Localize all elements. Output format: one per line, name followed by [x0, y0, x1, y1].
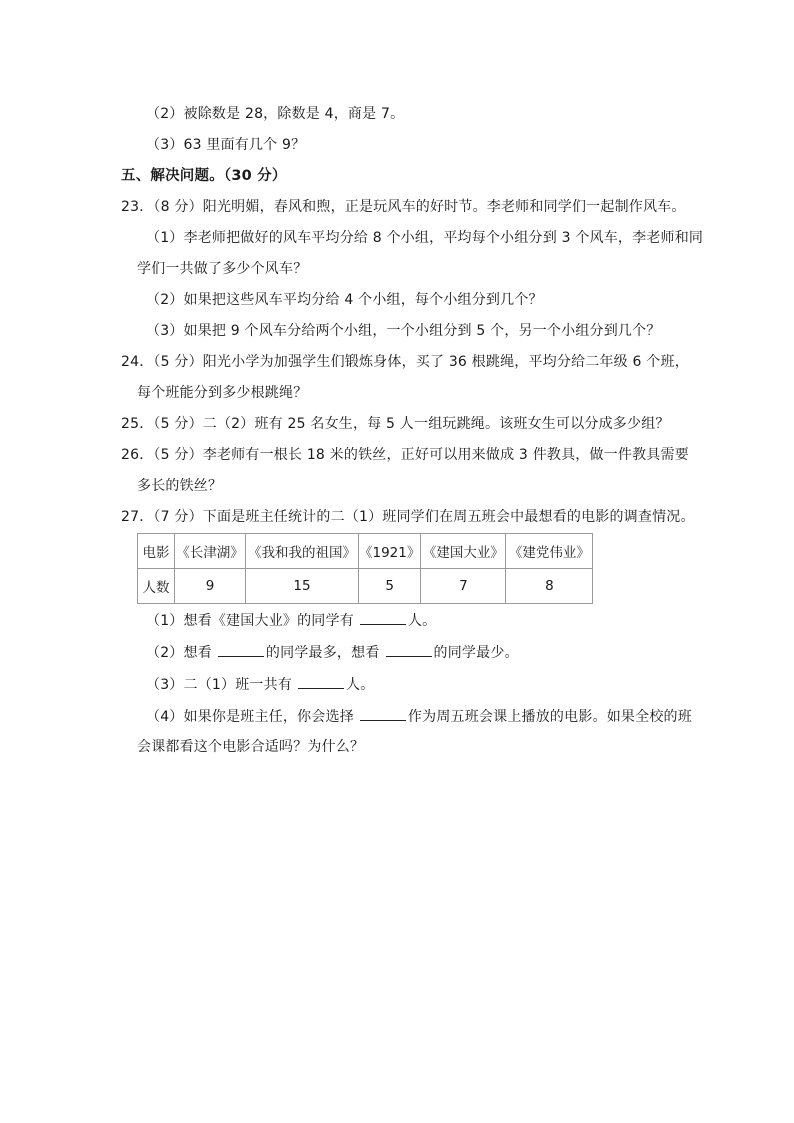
- table-cell-movie: 《我和我的祖国》: [246, 534, 359, 569]
- answer-blank[interactable]: [360, 610, 406, 625]
- question-27-sub-3: [146, 674, 374, 695]
- table-cell-movie: 《建国大业》: [421, 534, 506, 569]
- question-27-sub-4-line-2: 会课都看这个电影合适吗？为什么？: [137, 739, 365, 755]
- question-22-part-3: （3）63 里面有几个 9？: [146, 137, 306, 153]
- question-24-line-2: 每个班能分到多少根跳绳？: [137, 385, 308, 401]
- table-cell-count: 8: [506, 569, 593, 604]
- question-26-line-2: 多长的铁丝？: [137, 478, 223, 494]
- sub-1-prefix: （1）想看《建国大业》的同学有: [146, 613, 354, 629]
- question-26-line-1: 26．（5 分）李老师有一根长 18 米的铁丝，正好可以用来做成 3 件教具，做一件教具需要: [121, 447, 689, 463]
- question-27-sub-1: [146, 610, 436, 631]
- sub-2-prefix: （2）想看: [146, 645, 212, 661]
- answer-blank[interactable]: [218, 642, 264, 657]
- table-row-counts: [138, 569, 593, 604]
- sub-4-prefix: （4）如果你是班主任，你会选择: [146, 709, 354, 725]
- question-27-sub-4-line-1: [146, 706, 692, 727]
- question-23-part-1-line-1: （1）李老师把做好的风车平均分给 8 个小组，平均每个小组分到 3 个风车，李老师和同: [146, 230, 704, 246]
- table-row-movies: [138, 534, 593, 569]
- section-heading: 五、解决问题。（30 分）: [121, 168, 287, 184]
- movie-survey-table: [137, 533, 593, 604]
- sub-2-suffix: 的同学最少。: [433, 645, 519, 661]
- table-cell-count: 7: [421, 569, 506, 604]
- question-22-part-2: （2）被除数是 28，除数是 4，商是 7。: [146, 106, 405, 122]
- question-23-part-1-line-2: 学们一共做了多少个风车？: [137, 261, 308, 277]
- table-cell-movie: 《1921》: [359, 534, 421, 569]
- table-cell-count: 9: [175, 569, 246, 604]
- table-header-count: 人数: [138, 569, 175, 604]
- table-cell-movie: 《长津湖》: [175, 534, 246, 569]
- question-24-line-1: 24．（5 分）阳光小学为加强学生们锻炼身体，买了 36 根跳绳，平均分给二年级 6 个班，: [121, 354, 689, 370]
- question-27-sub-2: [146, 642, 519, 663]
- question-23-part-2: （2）如果把这些风车平均分给 4 个小组，每个小组分到几个？: [146, 292, 543, 308]
- answer-blank[interactable]: [298, 674, 344, 689]
- table-header-movie: 电影: [138, 534, 175, 569]
- sub-2-middle: 的同学最多，想看: [265, 645, 380, 661]
- table-cell-count: 15: [246, 569, 359, 604]
- table-cell-count: 5: [359, 569, 421, 604]
- question-25: 25．（5 分）二（2）班有 25 名女生，每 5 人一组玩跳绳。该班女生可以分成多少组？: [121, 416, 670, 432]
- question-27-intro: 27．（7 分）下面是班主任统计的二（1）班同学们在周五班会中最想看的电影的调查情况。: [121, 509, 695, 525]
- sub-3-prefix: （3）二（1）班一共有: [146, 677, 293, 693]
- sub-3-suffix: 人。: [346, 677, 375, 693]
- sub-4-suffix: 作为周五班会课上播放的电影。如果全校的班: [407, 709, 692, 725]
- answer-blank[interactable]: [386, 642, 432, 657]
- answer-blank[interactable]: [360, 706, 406, 721]
- sub-1-suffix: 人。: [407, 613, 437, 629]
- question-23-part-3: （3）如果把 9 个风车分给两个小组，一个小组分到 5 个，另一个小组分到几个？: [146, 323, 661, 339]
- question-23-intro: 23．（8 分）阳光明媚，春风和煦，正是玩风车的好时节。李老师和同学们一起制作风车。: [121, 199, 686, 215]
- table-cell-movie: 《建党伟业》: [506, 534, 593, 569]
